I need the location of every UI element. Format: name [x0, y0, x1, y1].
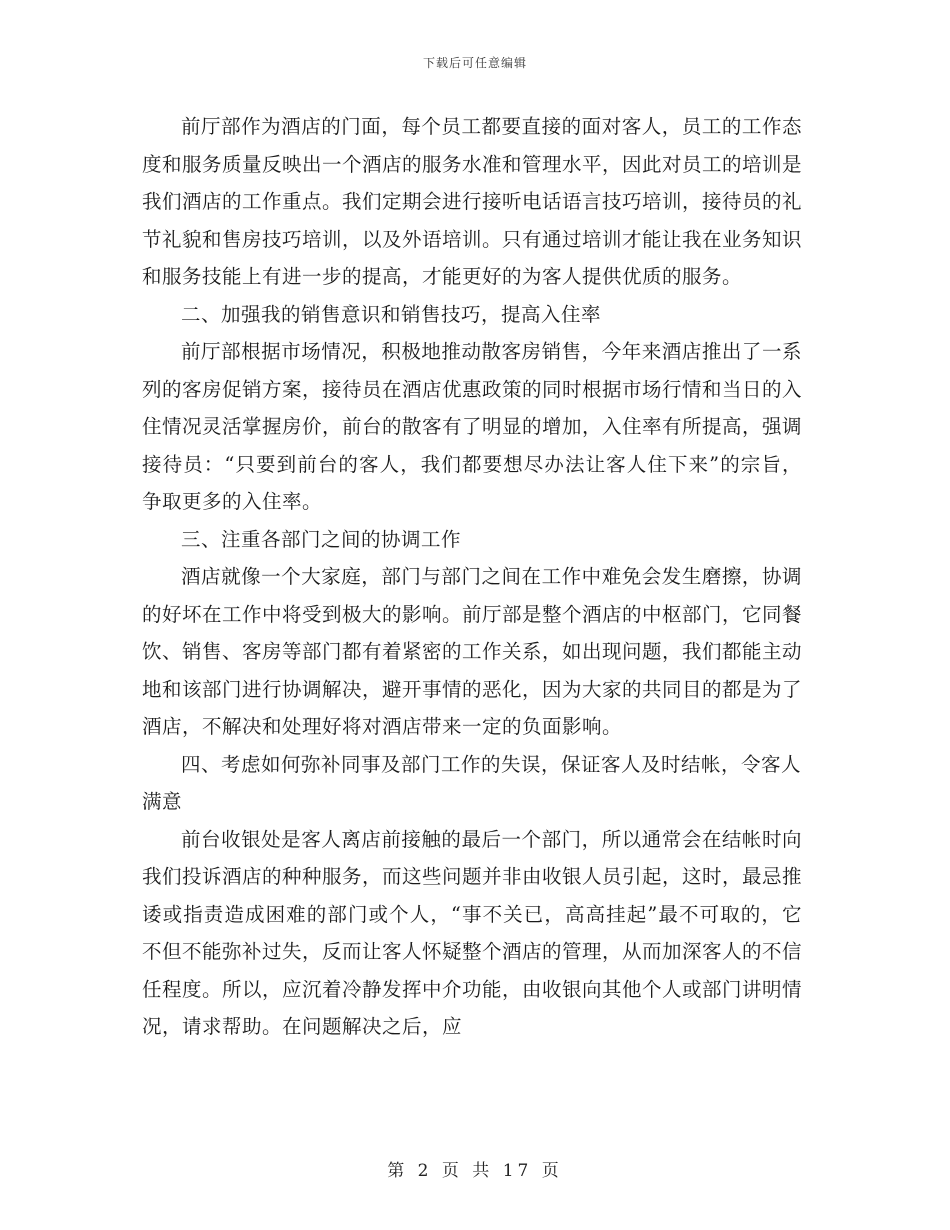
document-body	[142, 108, 802, 1046]
section-heading-coordination: 三、注重各部门之间的协调工作	[181, 527, 462, 551]
paragraph-training: 前厅部作为酒店的门面，每个员工都要直接的面对客人，员工的工作态度和服务质量反映出一个酒店的服务水准和管理水平，因此对员工的培训是我们酒店的工作重点。我们定期会进行接听电话语言技巧培训，接待员的礼节礼貌和售房技巧培训，以及外语培训。只有通过培训才能让我在业务知识和服务技能上有进一步的提高，才能更好的为客人提供优质的服务。	[142, 115, 803, 288]
header-note: 下载后可任意编辑	[422, 56, 527, 70]
paragraph-checkout: 前台收银处是客人离店前接触的最后一个部门，所以通常会在结帐时向我们投诉酒店的种种服务，而这些问题并非由收银人员引起，这时，最忌推诿或指责造成困难的部门或个人，“事不关已，高高挂起”最不可取的，它不但不能弥补过失，反而让客人怀疑整个酒店的管理，从而加深客人的不信任程度。所以，应沉着冷静发挥中介功能，由收银向其他个人或部门讲明情况，请求帮助。在问题解决之后，应	[142, 827, 803, 1038]
page-number-footer: 第 2 页 共 17 页	[387, 1161, 563, 1181]
section-heading-checkout: 四、考虑如何弥补同事及部门工作的失误，保证客人及时结帐，令客人满意	[142, 752, 802, 813]
paragraph-sales: 前厅部根据市场情况，积极地推动散客房销售，今年来酒店推出了一系列的客房促销方案，接待员在酒店优惠政策的同时根据市场行情和当日的入住情况灵活掌握房价，前台的散客有了明显的增加，入住率有所提高，强调接待员：“只要到前台的客人，我们都要想尽办法让客人住下来”的宗旨，争取更多的入住率。	[142, 340, 803, 513]
paragraph-coordination: 酒店就像一个大家庭，部门与部门之间在工作中难免会发生磨擦，协调的好坏在工作中将受到极大的影响。前厅部是整个酒店的中枢部门，它同餐饮、销售、客房等部门都有着紧密的工作关系，如出现问题，我们都能主动地和该部门进行协调解决，避开事情的恶化，因为大家的共同目的都是为了酒店，不解决和处理好将对酒店带来一定的负面影响。	[142, 565, 803, 738]
section-heading-sales: 二、加强我的销售意识和销售技巧，提高入住率	[181, 302, 602, 326]
